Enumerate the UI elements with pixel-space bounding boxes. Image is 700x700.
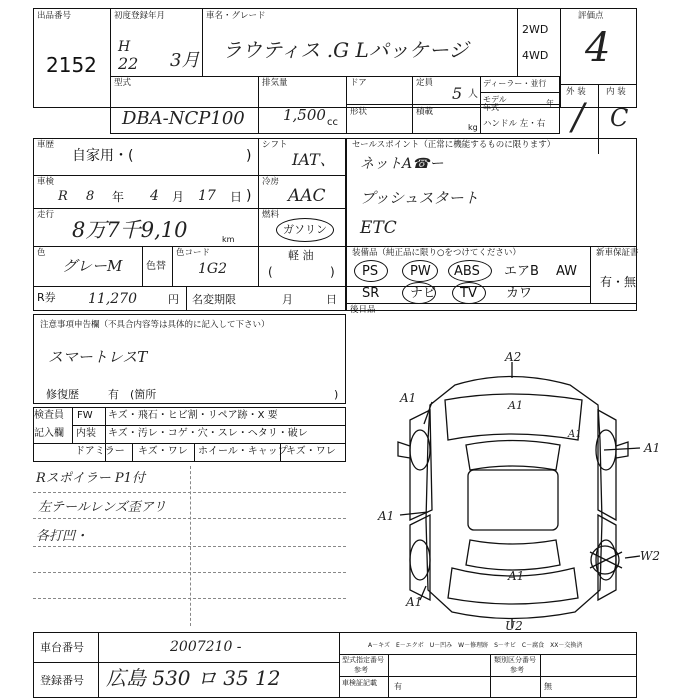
displacement-value: 1,500 [283, 106, 326, 124]
name-change-day: 日 [326, 293, 337, 306]
equip-ps: PS [362, 264, 379, 279]
inspection-label: 車検 [37, 177, 55, 187]
mark-a1-left: A1 [378, 509, 395, 523]
mark-a1-trunk: A1 [508, 569, 525, 583]
exterior-value: / [572, 97, 585, 138]
checker-label-1: 検査員 [34, 410, 64, 421]
mark-a1-right: A1 [644, 441, 661, 455]
displacement-label: 排気量 [262, 78, 288, 88]
load-unit: kg [468, 123, 478, 132]
lot-number: 2152 [46, 53, 97, 77]
car-name-label: 車名・グレード [206, 11, 266, 21]
first-reg-month: 3月 [170, 50, 200, 71]
equip-tv: TV [460, 286, 477, 301]
mark-a2-front: A2 [505, 350, 522, 364]
sales-points-label: セールスポイント（正常に機能するものに限ります） [352, 140, 556, 150]
recycle-label: R券 [37, 291, 56, 304]
checker-label-2: 記入欄 [34, 428, 64, 439]
vehicle-use-label: 車歴 [37, 140, 55, 150]
mark-a1-door: A1 [568, 429, 582, 440]
interior-value: C [610, 104, 629, 132]
footer-ref-1: 参考 [354, 666, 368, 674]
equip-abs: ABS [454, 264, 480, 279]
checker-wheel-items: キズ・ワレ [286, 446, 336, 457]
repair-value: 有 [108, 388, 119, 401]
grade-label: 評価点 [578, 11, 604, 21]
sales-point-1: ネットA☎ー [360, 156, 444, 172]
model-year-label: モデル年式 [483, 95, 507, 112]
after-items-label: 後日品 [350, 305, 376, 315]
handle-label: ハンドル 左・右 [483, 119, 546, 129]
dealer-label: ディーラー・並行 [483, 79, 547, 88]
equip-airbag: エアB [504, 264, 539, 279]
inspection-year-unit: 年 [112, 190, 125, 204]
inspection-close: ) [246, 188, 252, 204]
fuel-diesel: 軽 油 [288, 249, 314, 262]
mileage-value: 8万7千9,10 [72, 218, 188, 242]
fuel-gasoline: ガソリン [283, 223, 327, 236]
plate-label: 登録番号 [40, 674, 84, 687]
shape-label: 形状 [350, 107, 368, 117]
fuel-paren-close: ) [330, 265, 335, 279]
mark-w2: W2 [640, 549, 660, 563]
inspection-month-unit: 月 [172, 190, 185, 204]
exterior-label: 外 装 [566, 87, 586, 97]
mileage-unit: km [222, 235, 235, 244]
checker-fw-items: キズ・飛石・ヒビ割・リペア跡・X 要 [108, 410, 278, 421]
checker-int-items: キズ・汚レ・コゲ・穴・スレ・ヘタリ・破レ [108, 428, 308, 439]
footer-ref-2: 参考 [510, 666, 524, 674]
guarantee-value: 有・無 [600, 275, 637, 289]
equip-aw: AW [556, 264, 578, 279]
name-change-label: 名変期限 [192, 293, 236, 306]
footer-yes: 有 [394, 682, 402, 691]
equip-leather: カワ [506, 286, 533, 301]
drive-4wd: 4WD [522, 49, 549, 62]
interior-label: 内 装 [606, 87, 626, 97]
first-reg-year: 22 [118, 54, 139, 73]
repair-label: 修復歴 [46, 388, 79, 401]
remark-3: 各打凹・ [36, 529, 89, 544]
shift-label: シフト [262, 140, 288, 150]
name-change-month: 月 [282, 293, 293, 306]
doors-label: ドア [350, 78, 367, 88]
footer-class: 類別区分番号 [494, 656, 536, 664]
grade-value: 4 [585, 25, 611, 71]
damage-legend: A－キズ E－エクボ U－凹み W－修理跡 S－サビ C－腐食 XX－交換済 [368, 642, 583, 649]
cooling-value: AAC [288, 186, 326, 206]
equip-pw: PW [410, 264, 431, 279]
color-code-label: 色コード [176, 248, 211, 258]
mileage-label: 走行 [37, 210, 55, 220]
vehicle-use-value: 自家用・( [72, 148, 134, 164]
checker-fw: FW [77, 410, 93, 421]
chassis-value: 2007210 - [170, 639, 242, 655]
cooling-label: 冷房 [262, 177, 280, 187]
repair-place: (箇所 [130, 388, 157, 401]
recycle-value: 11,270 [88, 291, 137, 307]
mark-a1-bonnet: A1 [508, 399, 523, 412]
inspection-era: R [58, 189, 68, 204]
first-reg-era: H [118, 39, 131, 55]
inspection-day: 17 [198, 188, 216, 204]
color-change-label: 色替 [146, 261, 166, 272]
fuel-paren-open: ( [268, 265, 273, 279]
equipment-label: 装備品（純正品に限り○をつけてください） [352, 248, 521, 258]
checker-int: 内装 [76, 428, 96, 439]
mark-a1-left-front: A1 [400, 391, 417, 405]
color-value: グレーM [62, 257, 123, 275]
checker-mirror-items: キズ・ワレ [138, 446, 188, 457]
repair-close: ) [334, 388, 339, 401]
sales-point-2: プッシュスタート [360, 189, 479, 207]
car-name-value: ラウティス .G Lパッケージ [222, 38, 469, 62]
color-label: 色 [37, 248, 46, 258]
model-year-unit: 年 [546, 99, 554, 108]
first-reg-label: 初度登録年月 [114, 11, 166, 21]
remark-1: Rスポイラー P1付 [36, 471, 145, 486]
drive-2wd: 2WD [522, 23, 549, 36]
footer-cert: 車検証記載 [342, 679, 377, 687]
mark-u2-rear: U2 [505, 619, 523, 633]
recycle-unit: 円 [168, 293, 179, 306]
shift-value: IAT、 [292, 150, 336, 169]
notes-label: 注意事項申告欄（不具合内容等は具体的に記入して下さい） [40, 320, 270, 330]
checker-mirror: ドアミラー [75, 446, 125, 457]
vehicle-use-close: ) [246, 148, 252, 164]
inspection-day-unit: 日 [230, 190, 243, 204]
equip-navi: ナビ [410, 286, 437, 301]
model-value: DBA-NCP100 [122, 108, 245, 129]
capacity-label: 定員 [416, 78, 434, 88]
plate-value: 広島 530 ロ 35 12 [106, 666, 281, 690]
chassis-label: 車台番号 [40, 641, 84, 654]
guarantee-label: 新車保証書 [596, 248, 639, 258]
displacement-unit: cc [327, 117, 338, 128]
equip-sr: SR [362, 286, 380, 301]
color-code-value: 1G2 [198, 261, 227, 277]
fuel-label: 燃料 [262, 210, 280, 220]
lot-label: 出品番号 [37, 11, 72, 21]
inspection-year: 8 [86, 189, 95, 204]
checker-wheel: ホイール・キャップ [198, 446, 288, 457]
capacity-unit: 人 [468, 89, 478, 100]
mark-a1-rear-left: A1 [406, 595, 423, 609]
remark-2: 左テールレンズ歪アリ [38, 500, 167, 515]
inspection-month: 4 [150, 188, 159, 204]
load-label: 積載 [416, 107, 434, 117]
footer-type-spec: 型式指定番号 [342, 656, 384, 664]
capacity-value: 5 [452, 84, 463, 103]
footer-no: 無 [544, 682, 552, 691]
model-label: 型式 [114, 78, 132, 88]
sales-point-3: ETC [360, 218, 397, 238]
notes-value: スマートレスT [48, 348, 148, 366]
